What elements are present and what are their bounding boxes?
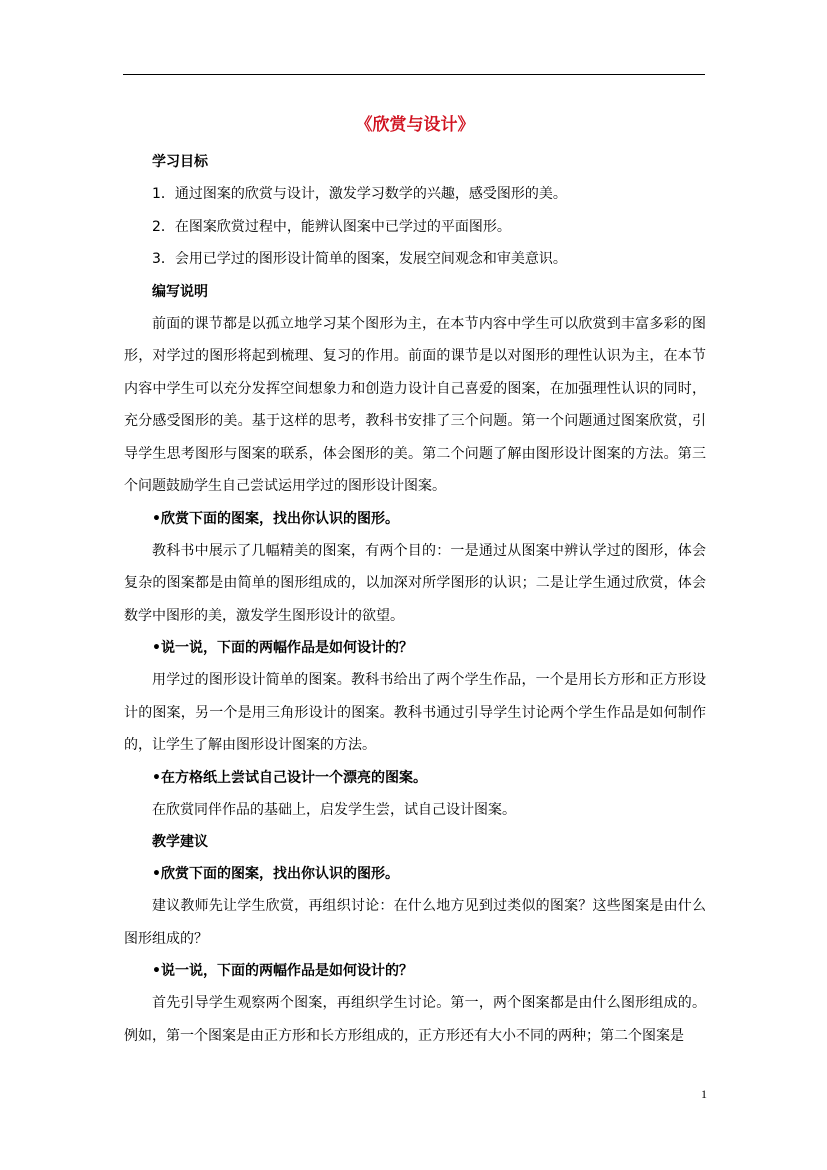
section-heading: •说一说，下面的两幅作品是如何设计的？ — [152, 963, 413, 979]
paragraph: 在欣赏同伴作品的基础上，启发学生尝，试自己设计图案。 — [152, 801, 516, 818]
paragraph: 建议教师先让学生欣赏，再组织讨论：在什么地方见到过类似的图案？这些图案是由什么图形组成的？ — [124, 898, 706, 947]
paragraph: 教科书中展示了几幅精美的图案，有两个目的：一是通过从图案中辨认学过的图形，体会复杂的图案都是由简单的图形组成的，以加深对所学图形的认识；二是让学生通过欣赏，体会数学中图形的美，激发学生图形设计的欲望。 — [124, 542, 706, 624]
section-heading: •说一说，下面的两幅作品是如何设计的？ — [152, 640, 413, 656]
paragraph: 2．在图案欣赏过程中，能辨认图案中已学过的平面图形。 — [152, 218, 511, 235]
section-heading: •欣赏下面的图案，找出你认识的图形。 — [152, 510, 399, 527]
section-heading: 教学建议 — [152, 834, 208, 850]
header-rule — [123, 74, 705, 75]
section-heading: 学习目标 — [152, 154, 208, 170]
document-blocks — [124, 146, 706, 1052]
document-body — [124, 112, 706, 1052]
section-heading: •欣赏下面的图案，找出你认识的图形。 — [152, 866, 399, 882]
paragraph: 1．通过图案的欣赏与设计，激发学习数学的兴趣，感受图形的美。 — [152, 186, 567, 202]
document-title: 《欣赏与设计》 — [355, 115, 475, 135]
page-number: 1 — [701, 1087, 707, 1101]
paragraph: 用学过的图形设计简单的图案。教科书给出了两个学生作品，一个是用长方形和正方形设计的图案，另一个是用三角形设计的图案。教科书通过引导学生讨论两个学生作品是如何制作的，让学生了解由图形设计图案的方法。 — [124, 672, 706, 753]
section-heading: •在方格纸上尝试自己设计一个漂亮的图案。 — [152, 769, 427, 786]
paragraph: 首先引导学生观察两个图案，再组织学生讨论。第一，两个图案都是由什么图形组成的。例如，第一个图案是由正方形和长方形组成的，正方形还有大小不同的两种；第二个图案是 — [124, 995, 706, 1044]
section-heading: 编写说明 — [152, 283, 208, 300]
paragraph: 3．会用已学过的图形设计简单的图案，发展空间观念和审美意识。 — [152, 251, 567, 267]
paragraph: 前面的课节都是以孤立地学习某个图形为主，在本节内容中学生可以欣赏到丰富多彩的图形，对学过的图形将起到梳理、复习的作用。前面的课节是以对图形的理性认识为主，在本节内容中学生可以充分发挥空间想象力和创造力设计自己喜爱的图案，在加强理性认识的同时，充分感受图形的美。基于这样的思考，教科书安排了三个问题。第一个问题通过图案欣赏，引导学生思考图形与图案的联系，体会图形的美。第二个问题了解由图形设计图案的方法。第三个问题鼓励学生自己尝试运用学过的图形设计图案。 — [124, 315, 706, 494]
